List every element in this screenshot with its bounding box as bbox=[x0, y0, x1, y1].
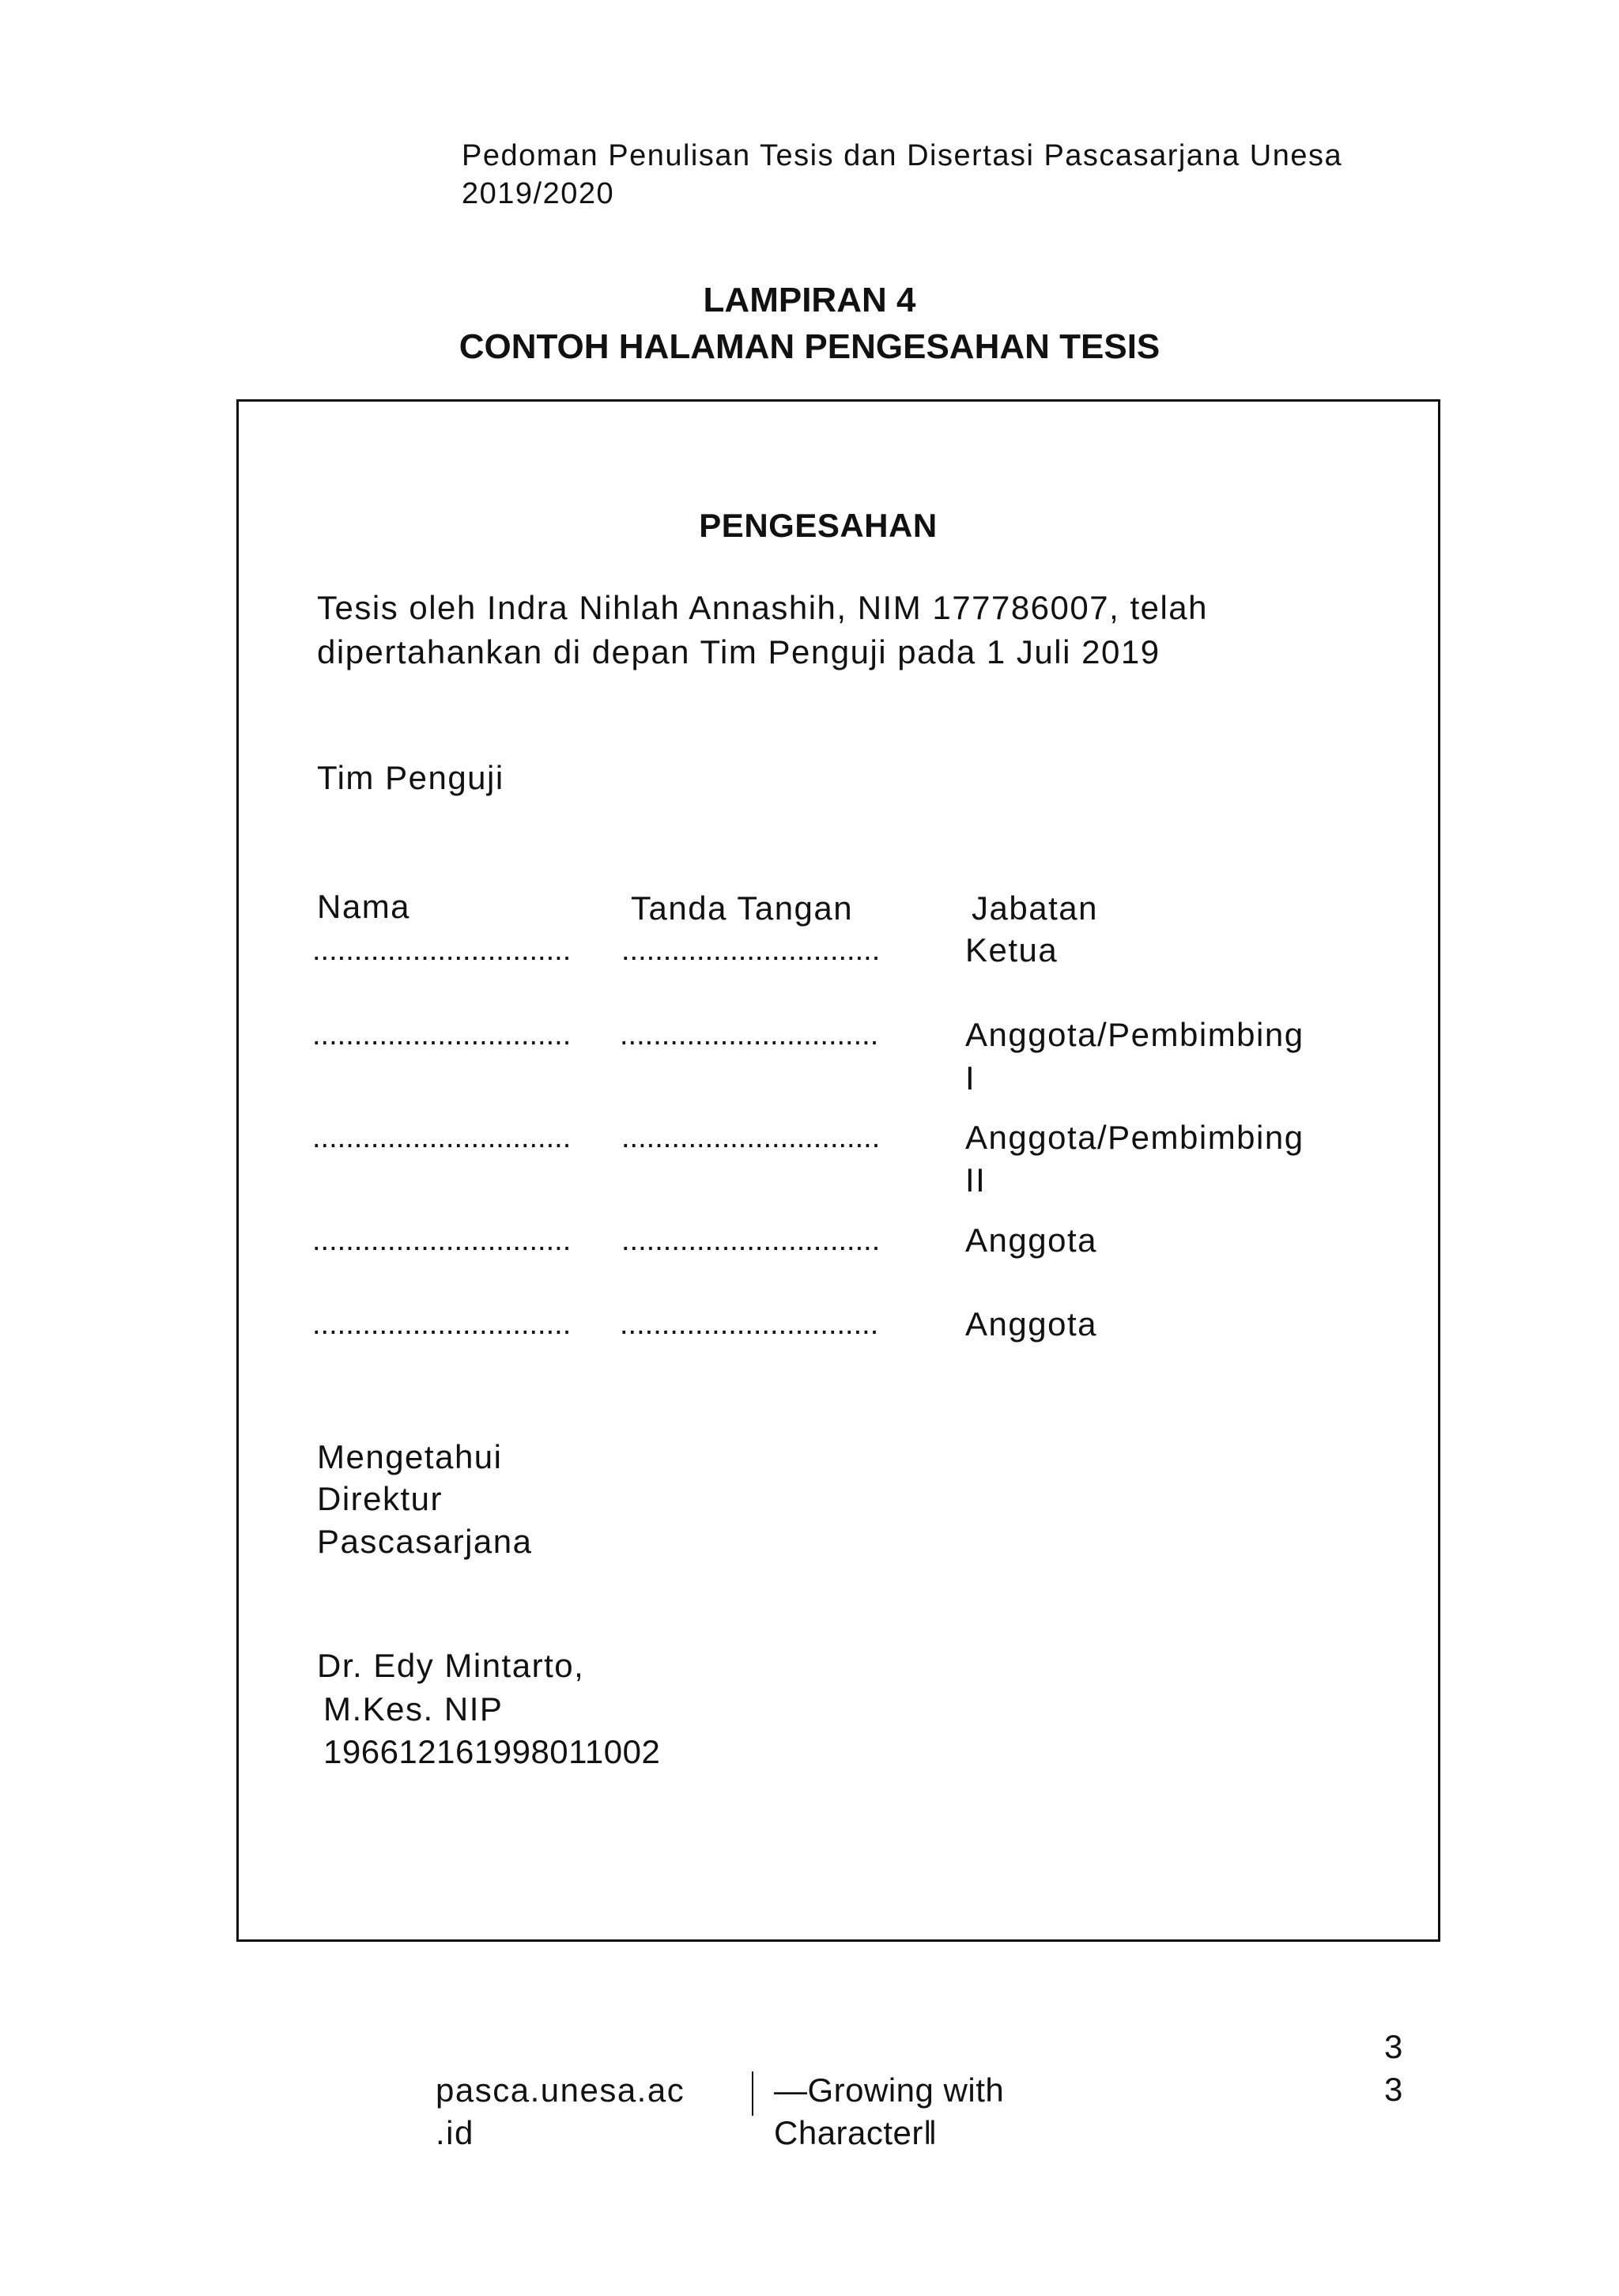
header-line-1: Pedoman Penulisan Tesis dan Disertasi Pascasarjana Unesa bbox=[462, 139, 1343, 172]
acknowledge-line-2: Direktur bbox=[317, 1480, 443, 1517]
signature-dotted-line: ............................... bbox=[620, 1018, 879, 1052]
examiner-position-cont: I bbox=[965, 1059, 976, 1097]
team-label: Tim Penguji bbox=[317, 759, 504, 796]
column-header-signature: Tanda Tangan bbox=[631, 889, 854, 927]
acknowledge-line-1: Mengetahui bbox=[317, 1438, 503, 1475]
examiner-position: Anggota bbox=[965, 1222, 1097, 1259]
signature-dotted-line: ............................... bbox=[620, 1308, 879, 1341]
footer-divider bbox=[752, 2071, 753, 2116]
name-dotted-line: ............................... bbox=[312, 934, 572, 967]
acknowledge-line-3: Pascasarjana bbox=[317, 1523, 533, 1560]
column-header-position: Jabatan bbox=[972, 889, 1098, 927]
footer-website: pasca.unesa.ac bbox=[436, 2071, 685, 2109]
footer-motto-cont: Character‖ bbox=[774, 2114, 938, 2151]
signer-title: M.Kes. NIP bbox=[323, 1690, 504, 1728]
intro-line-1: Tesis oleh Indra Nihlah Annashih, NIM 177786007, telah bbox=[317, 589, 1209, 626]
page-number-cont: 3 bbox=[1384, 2071, 1404, 2108]
header-line-2: 2019/2020 bbox=[462, 177, 615, 210]
page-number: 3 bbox=[1384, 2028, 1404, 2065]
page-subtitle: CONTOH HALAMAN PENGESAHAN TESIS bbox=[459, 327, 1160, 366]
signature-dotted-line: ............................... bbox=[621, 1224, 881, 1257]
signer-name: Dr. Edy Mintarto, bbox=[317, 1647, 585, 1684]
column-header-name: Nama bbox=[317, 888, 411, 925]
examiner-position-cont: II bbox=[965, 1161, 987, 1199]
signature-dotted-line: ............................... bbox=[621, 1121, 881, 1154]
examiner-position: Anggota/Pembimbing bbox=[965, 1119, 1304, 1156]
signer-nip: 196612161998011002 bbox=[323, 1733, 661, 1770]
footer-motto: —Growing with bbox=[774, 2071, 1005, 2109]
examiner-position: Anggota/Pembimbing bbox=[965, 1016, 1304, 1053]
examiner-position: Ketua bbox=[965, 931, 1059, 969]
signature-dotted-line: ............................... bbox=[621, 934, 881, 967]
page-title: LAMPIRAN 4 bbox=[703, 281, 916, 319]
name-dotted-line: ............................... bbox=[312, 1121, 572, 1154]
name-dotted-line: ............................... bbox=[312, 1224, 572, 1257]
examiner-position: Anggota bbox=[965, 1305, 1097, 1342]
intro-line-2: dipertahankan di depan Tim Penguji pada 1 Juli 2019 bbox=[317, 633, 1160, 670]
form-heading: PENGESAHAN bbox=[699, 507, 938, 544]
name-dotted-line: ............................... bbox=[312, 1018, 572, 1052]
name-dotted-line: ............................... bbox=[312, 1308, 572, 1341]
footer-website-cont: .id bbox=[436, 2114, 474, 2151]
